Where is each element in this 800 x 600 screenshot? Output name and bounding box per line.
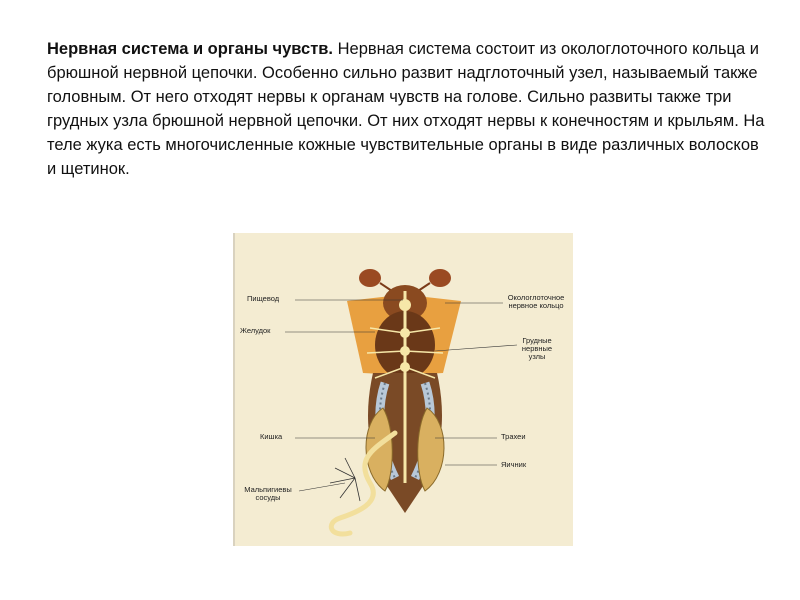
right-antenna xyxy=(429,269,451,287)
label-malpighian: Мальпигиевы сосуды xyxy=(244,485,292,502)
label-ovary: Яичник xyxy=(501,460,527,469)
document-text xyxy=(47,37,767,181)
section-heading: Нервная система и органы чувств. xyxy=(47,40,334,58)
malpighian-tubules xyxy=(330,458,360,501)
label-stomach: Желудок xyxy=(240,326,271,335)
label-esophagus: Пищевод xyxy=(247,294,280,303)
label-thoracic: Грудные нервные узлы xyxy=(521,336,553,361)
label-ring: Окологлоточное нервное кольцо xyxy=(507,293,565,310)
label-tracheae: Трахеи xyxy=(501,432,526,441)
beetle-anatomy-figure xyxy=(233,233,573,546)
label-intestine: Кишка xyxy=(260,432,283,441)
section-paragraph: Нервная система состоит из окологлоточного кольца и брюшной нервной цепочки. Особенно сильно развит надглоточный узел, называемый также головным. От него отходят нервы к органам чувств на голове. Сильно развиты также три грудных узла брюшной нервной цепочки. От них отходят нервы к конечностям и крыльям. На теле жука есть многочисленные кожные чувствительные органы в виде различных волосков и щетинок. xyxy=(47,40,765,178)
left-antenna xyxy=(359,269,381,287)
